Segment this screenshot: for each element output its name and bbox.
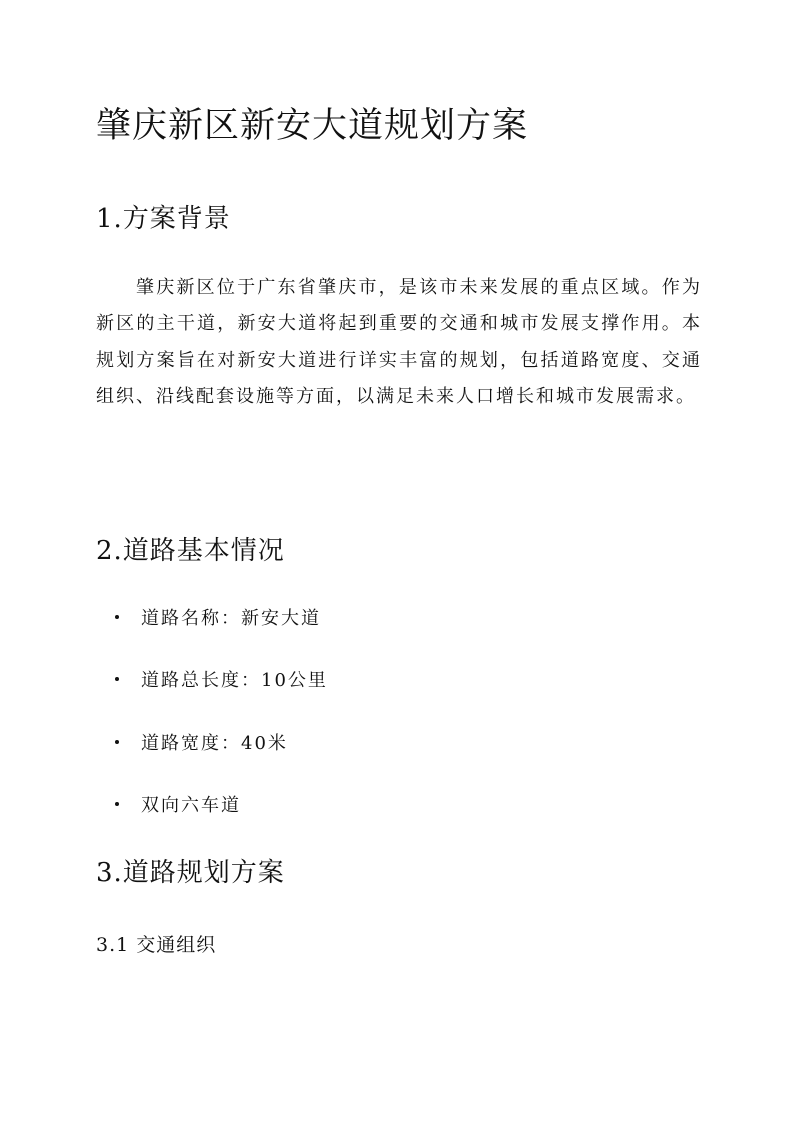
list-item (115, 604, 321, 630)
section-heading-road-plan: 3.道路规划方案 (96, 858, 285, 888)
list-item-text: 道路名称：新安大道 (141, 608, 321, 629)
list-item (115, 729, 288, 755)
subsection-heading-traffic: 3.1 交通组织 (96, 934, 217, 956)
list-item (115, 666, 328, 692)
list-item-text: 道路总长度：10公里 (141, 670, 328, 691)
document-title: 肇庆新区新安大道规划方案 (96, 106, 529, 146)
section-heading-background: 1.方案背景 (96, 204, 231, 234)
bullet-icon (115, 802, 119, 806)
bullet-icon (115, 677, 119, 681)
list-item-text: 道路宽度：40米 (141, 733, 288, 754)
bullet-icon (115, 740, 119, 744)
section-heading-road-basics: 2.道路基本情况 (96, 536, 285, 566)
bullet-icon (115, 615, 119, 619)
background-paragraph: 肇庆新区位于广东省肇庆市，是该市未来发展的重点区域。作为新区的主干道，新安大道将起到重要的交通和城市发展支撑作用。本规划方案旨在对新安大道进行详实丰富的规划，包括道路宽度、交通组织、沿线配套设施等方面，以满足未来人口增长和城市发展需求。 (96, 277, 702, 408)
list-item (115, 791, 241, 817)
list-item-text: 双向六车道 (141, 795, 241, 816)
